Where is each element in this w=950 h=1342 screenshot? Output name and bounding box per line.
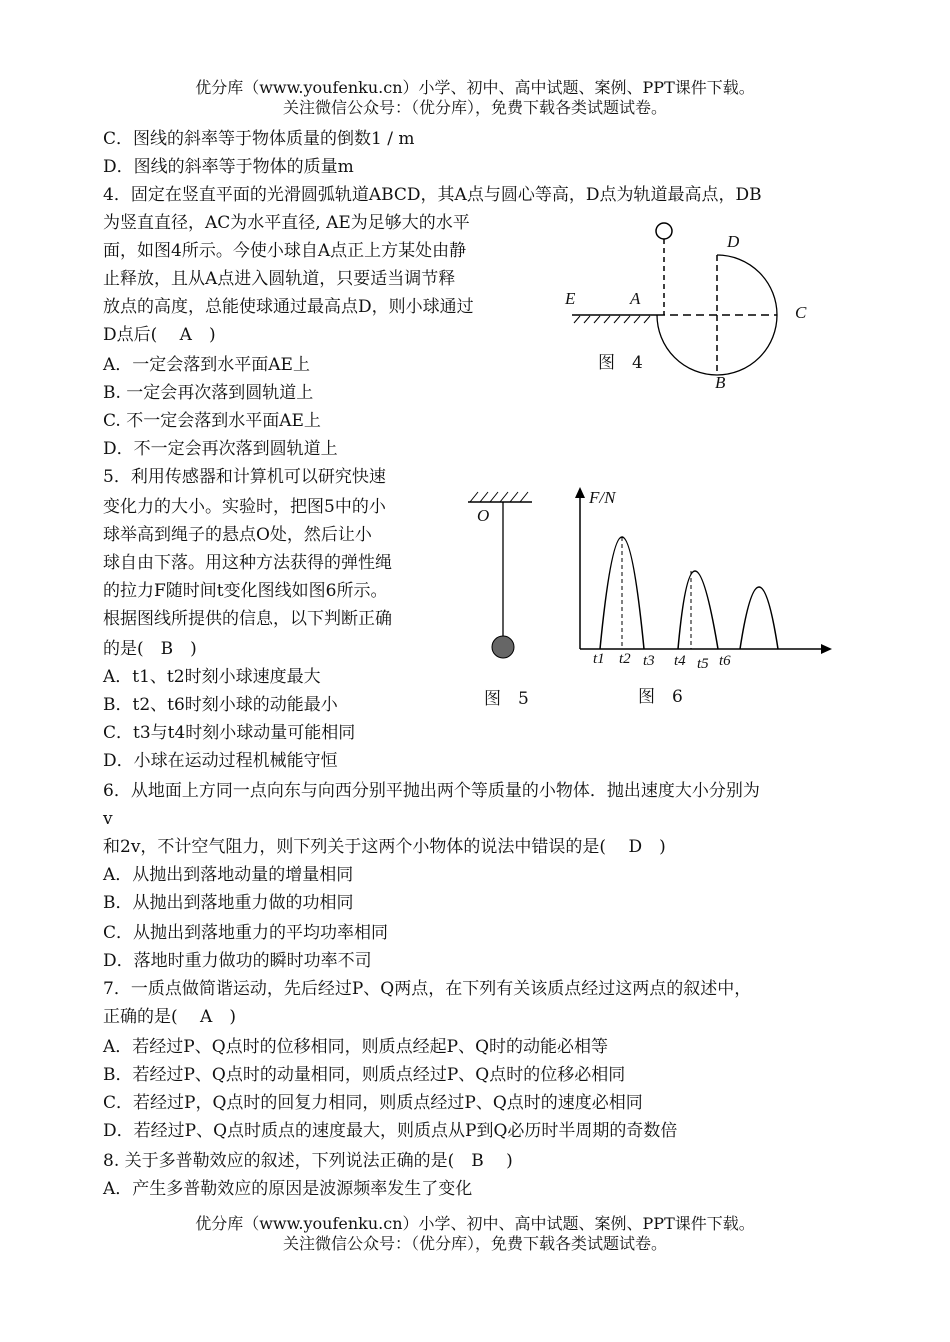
text-line: 止释放，且从A点进入圆轨道，只要适当调节释 bbox=[103, 269, 456, 289]
ceiling-hatch bbox=[470, 492, 528, 502]
text-line: C．若经过P，Q点时的回复力相同，则质点经过P、Q点时的速度必相同 bbox=[103, 1093, 643, 1113]
text-line: C．图线的斜率等于物体质量的倒数1 / m bbox=[103, 129, 415, 149]
text-line: B．若经过P、Q点时的动量相同，则质点经过P、Q点时的位移必相同 bbox=[103, 1065, 626, 1085]
footer-line-1: 优分库（www.youfenku.cn）小学、初中、高中试题、案例、PPT课件下载。 bbox=[195, 1214, 755, 1233]
figure-4-caption: 图 4 bbox=[598, 353, 643, 373]
text-line: 4．固定在竖直平面的光滑圆弧轨道ABCD，其A点与圆心等高，D点为轨道最高点，DB bbox=[103, 185, 762, 205]
tick-t3: t3 bbox=[643, 653, 655, 669]
label-b: B bbox=[715, 373, 726, 392]
text-line: 为竖直直径，AC为水平直径, AE为足够大的水平 bbox=[103, 213, 470, 233]
text-line: D点后( A ) bbox=[103, 325, 216, 345]
text-line: A．一定会落到水平面AE上 bbox=[103, 355, 310, 375]
tick-t5: t5 bbox=[697, 656, 709, 672]
axis-label-f: F/N bbox=[589, 488, 616, 507]
text-line: C．从抛出到落地重力的平均功率相同 bbox=[103, 923, 389, 943]
text-line: 球举高到绳子的悬点O处，然后让小 bbox=[103, 525, 372, 545]
x-axis-arrow bbox=[821, 644, 832, 654]
text-line: 球自由下落。用这种方法获得的弹性绳 bbox=[103, 553, 392, 573]
text-line: 根据图线所提供的信息，以下判断正确 bbox=[103, 609, 392, 629]
y-axis-arrow bbox=[575, 487, 585, 498]
ball-icon bbox=[656, 223, 672, 239]
ground-hatch bbox=[574, 316, 650, 323]
figure-5-caption: 图 5 bbox=[484, 689, 529, 709]
force-pulse-3 bbox=[740, 587, 778, 649]
text-line: C. 不一定会落到水平面AE上 bbox=[103, 411, 321, 431]
figure-6-graph bbox=[570, 485, 840, 665]
text-line: 6．从地面上方同一点向东与向西分别平抛出两个等质量的小物体．抛出速度大小分别为 bbox=[103, 781, 760, 801]
force-pulse-2 bbox=[678, 571, 718, 649]
text-line: B．从抛出到落地重力做的功相同 bbox=[103, 893, 354, 913]
text-line: A．t1、t2时刻小球速度最大 bbox=[103, 667, 321, 687]
text-line: D．图线的斜率等于物体的质量m bbox=[103, 157, 354, 177]
tick-t6: t6 bbox=[719, 653, 731, 669]
header-line-2: 关注微信公众号：（优分库），免费下载各类试题试卷。 bbox=[282, 98, 667, 117]
text-line: v bbox=[103, 809, 113, 829]
tick-t2: t2 bbox=[619, 651, 631, 667]
tick-t1: t1 bbox=[593, 651, 605, 667]
text-line: 7．一质点做简谐运动，先后经过P、Q两点，在下列有关该质点经过这两点的叙述中， bbox=[103, 979, 752, 999]
label-e: E bbox=[565, 289, 576, 308]
figure-5-diagram bbox=[462, 488, 542, 668]
figure-6-caption: 图 6 bbox=[638, 687, 683, 707]
text-line: D．若经过P、Q点时质点的速度最大，则质点从P到Q必历时半周期的奇数倍 bbox=[103, 1121, 678, 1141]
text-line: 和2v，不计空气阻力，则下列关于这两个小物体的说法中错误的是( D ) bbox=[103, 837, 666, 857]
text-line: 5．利用传感器和计算机可以研究快速 bbox=[103, 467, 386, 487]
tick-t4: t4 bbox=[674, 653, 686, 669]
text-line: D．落地时重力做功的瞬时功率不司 bbox=[103, 951, 372, 971]
text-line: 8. 关于多普勒效应的叙述，下列说法正确的是( B ) bbox=[103, 1151, 513, 1171]
text-line: 的是( B ) bbox=[103, 639, 197, 659]
text-line: A．若经过P、Q点时的位移相同，则质点经起P、Q时的动能必相等 bbox=[103, 1037, 609, 1057]
label-o: O bbox=[477, 506, 490, 525]
text-line: 的拉力F随时间t变化图线如图6所示。 bbox=[103, 581, 388, 601]
text-line: B. 一定会再次落到圆轨道上 bbox=[103, 383, 314, 403]
text-line: B．t2、t6时刻小球的动能最小 bbox=[103, 695, 338, 715]
text-line: 放点的高度，总能使球通过最高点D，则小球通过 bbox=[103, 297, 474, 317]
header-line-1: 优分库（www.youfenku.cn）小学、初中、高中试题、案例、PPT课件下载。 bbox=[195, 78, 755, 97]
text-line: 变化力的大小。实验时，把图5中的小 bbox=[103, 497, 386, 517]
text-line: 正确的是( A ) bbox=[103, 1007, 236, 1027]
text-line: C．t3与t4时刻小球动量可能相同 bbox=[103, 723, 356, 743]
text-line: D．不一定会再次落到圆轨道上 bbox=[103, 439, 338, 459]
text-line: A．从抛出到落地动量的增量相同 bbox=[103, 865, 354, 885]
footer-line-2: 关注微信公众号：（优分库），免费下载各类试题试卷。 bbox=[282, 1234, 667, 1253]
label-a: A bbox=[630, 289, 641, 308]
text-line: 面，如图4所示。今使小球自A点正上方某处由静 bbox=[103, 241, 467, 261]
label-d: D bbox=[727, 232, 740, 251]
label-c: C bbox=[795, 303, 807, 322]
text-line: A．产生多普勒效应的原因是波源频率发生了变化 bbox=[103, 1179, 473, 1199]
ball-icon bbox=[492, 636, 514, 658]
text-line: D．小球在运动过程机械能守恒 bbox=[103, 751, 338, 771]
